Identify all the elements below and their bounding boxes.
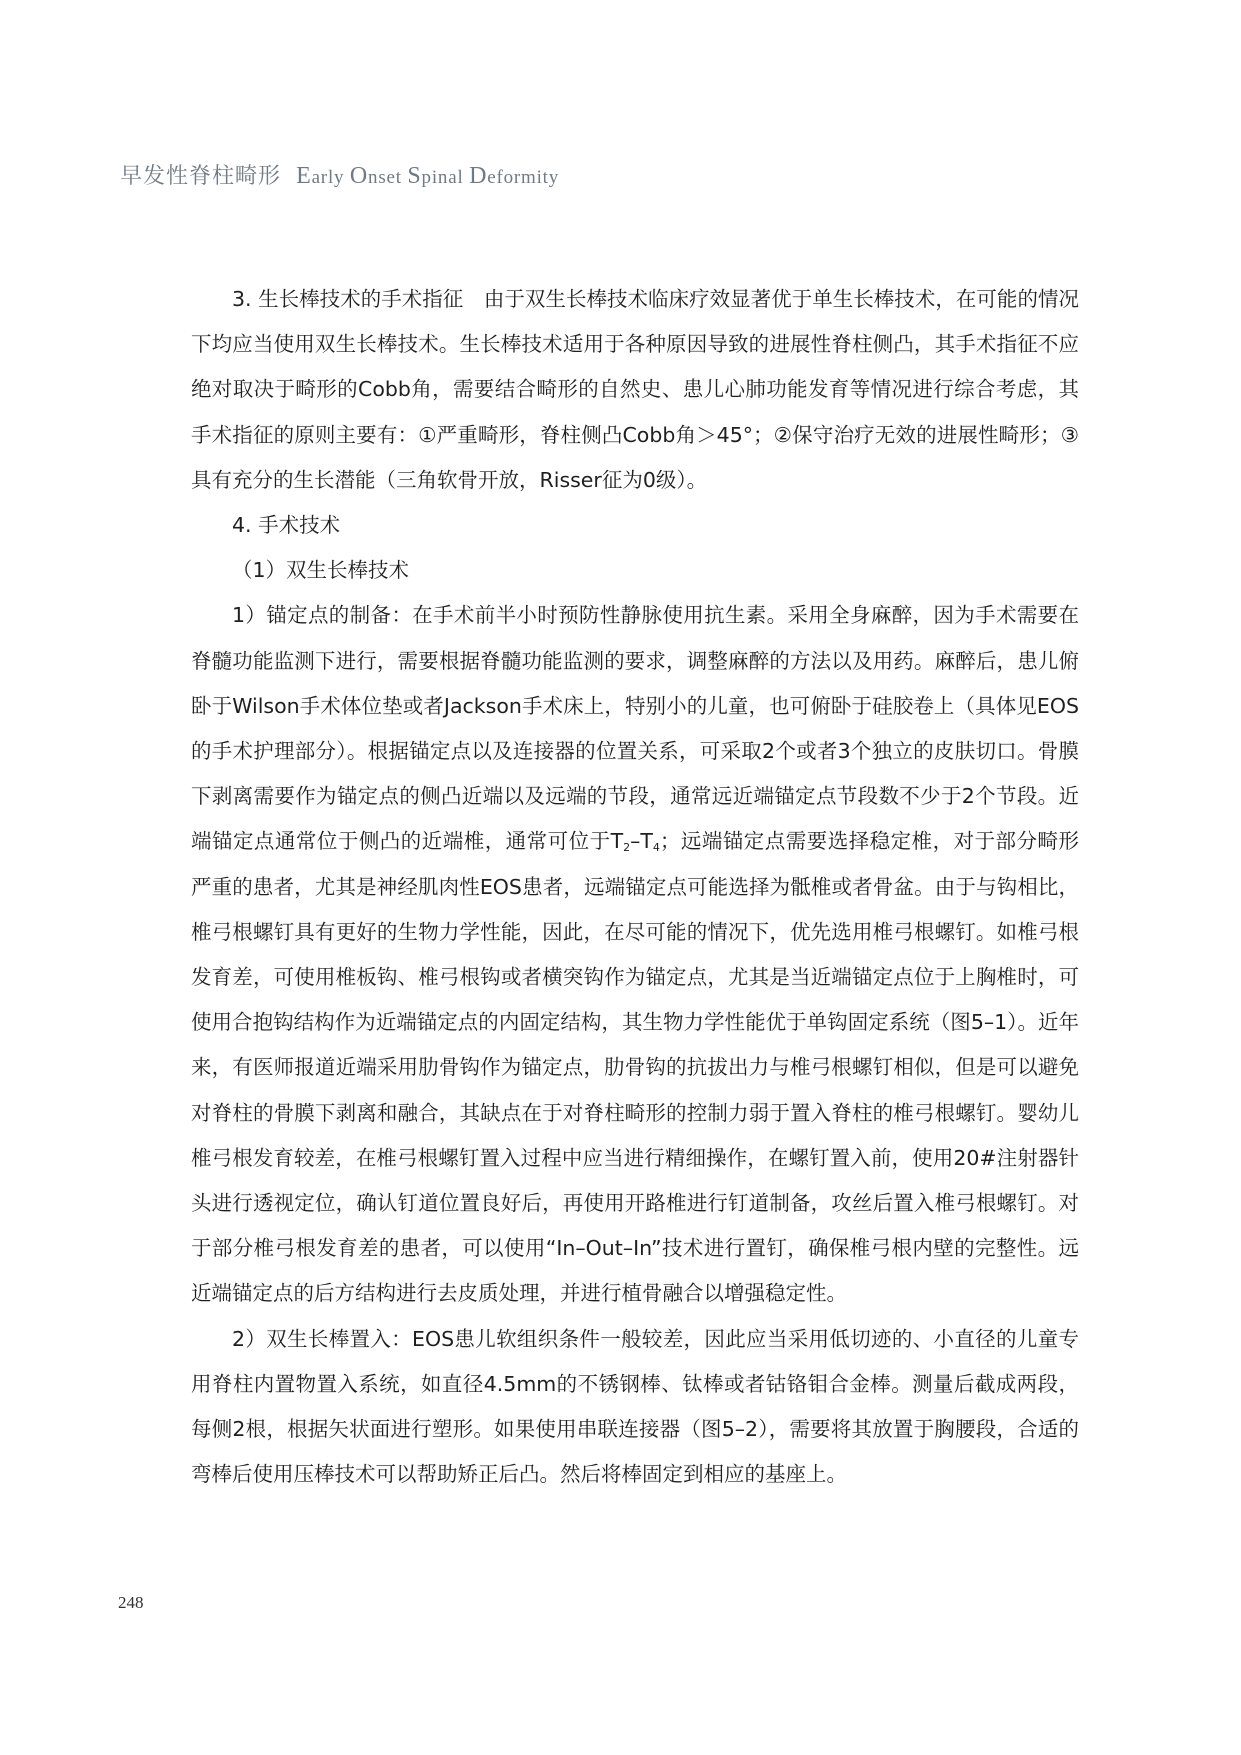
running-header xyxy=(120,159,559,190)
paragraph-surgical-indications: 3. 生长棒技术的手术指征 由于双生长棒技术临床疗效显著优于单生长棒技术，在可能的情况下均应当使用双生长棒技术。生长棒技术适用于各种原因导致的进展性脊柱侧凸，其手术指征不应绝对取决于畸形的Cobb角，需要结合畸形的自然史、患儿心肺功能发育等情况进行综合考虑，其手术指征的原则主要有：①严重畸形，脊柱侧凸Cobb角＞45°；②保守治疗无效的进展性畸形；③具有充分的生长潜能（三角软骨开放，Risser征为0级）。 xyxy=(191,287,1079,492)
book-title-english-rest: nset xyxy=(368,167,408,188)
anchor-text-part-2: ；远端锚定点需要选择稳定椎，对于部分畸形严重的患者，尤其是神经肌肉性EOS患者，远端锚定点可能选择为骶椎或者骨盆。由于与钩相比，椎弓根螺钉具有更好的生物力学性能，因此，在尽可能的情况下，优先选用椎弓根螺钉。如椎弓根发育差，可使用椎板钩、椎弓根钩或者横突钩作为锚定点，尤其是当近端锚定点位于上胸椎时，可使用合抱钩结构作为近端锚定点的内固定结构，其生物力学性能优于单钩固定系统（图5–1）。近年来，有医师报道近端采用肋骨钩作为锚定点，肋骨钩的抗拔出力与椎弓根螺钉相似，但是可以避免对脊柱的骨膜下剥离和融合，其缺点在于对脊柱畸形的控制力弱于置入脊柱的椎弓根螺钉。婴幼儿椎弓根发育较差，在椎弓根螺钉置入过程中应当进行精细操作，在螺钉置入前，使用20#注射器针头进行透视定位，确认钉道位置良好后，再使用开路椎进行钉道制备，攻丝后置入椎弓根螺钉。对于部分椎弓根发育差的患者，可以使用“In–Out–In”技术进行置钉，确保椎弓根内壁的完整性。远近端锚定点的后方结构进行去皮质处理，并进行植骨融合以增强稳定性。 xyxy=(191,829,1079,1306)
page-number: 248 xyxy=(118,1593,144,1612)
vertebra-subscript: 2 xyxy=(623,841,631,855)
book-title-english-initial: E xyxy=(296,163,312,189)
paragraph-rod-placement: 2）双生长棒置入：EOS患儿软组织条件一般较差，因此应当采用低切迹的、小直径的儿童专用脊柱内置物置入系统，如直径4.5mm的不锈钢棒、钛棒或者钴铬钼合金棒。测量后截成两段，每侧2根，根据矢状面进行塑形。如果使用串联连接器（图5–2），需要将其放置于胸腰段，合适的弯棒后使用压棒技术可以帮助矫正后凸。然后将棒固定到相应的基座上。 xyxy=(191,1326,1079,1487)
book-title-english-initial: D xyxy=(469,163,488,189)
book-title-english-rest: eformity xyxy=(487,167,560,188)
book-title-english-rest: pinal xyxy=(421,167,470,188)
vertebra-range-dash: –T xyxy=(630,829,653,854)
body-text xyxy=(191,277,1079,1497)
anchor-text-part-1: 1）锚定点的制备：在手术前半小时预防性静脉使用抗生素。采用全身麻醉，因为手术需要在脊髓功能监测下进行，需要根据脊髓功能监测的要求，调整麻醉的方法以及用药。麻醉后，患儿俯卧于Wilson手术体位垫或者Jackson手术床上，特别小的儿童，也可俯卧于硅胶卷上（具体见EOS的手术护理部分）。根据锚定点以及连接器的位置关系，可采取2个或者3个独立的皮肤切口。骨膜下剥离需要作为锚定点的侧凸近端以及远端的节段，通常远近端锚定点节段数不少于2个节段。近端锚定点通常位于侧凸的近端椎，通常可位于T xyxy=(191,603,1079,854)
subsection-heading-dual-growing-rod: （1）双生长棒技术 xyxy=(232,558,410,583)
book-title-chinese: 早发性脊柱畸形 xyxy=(120,164,282,189)
paragraph-anchor-preparation xyxy=(191,593,1079,1316)
book-title-english-rest: arly xyxy=(311,167,350,188)
vertebra-subscript: 4 xyxy=(652,841,660,855)
book-title-english-initial: O xyxy=(349,163,369,189)
section-heading-surgical-technique: 4. 手术技术 xyxy=(232,513,341,538)
book-title-english xyxy=(296,163,560,189)
book-title-english-initial: S xyxy=(407,163,422,189)
